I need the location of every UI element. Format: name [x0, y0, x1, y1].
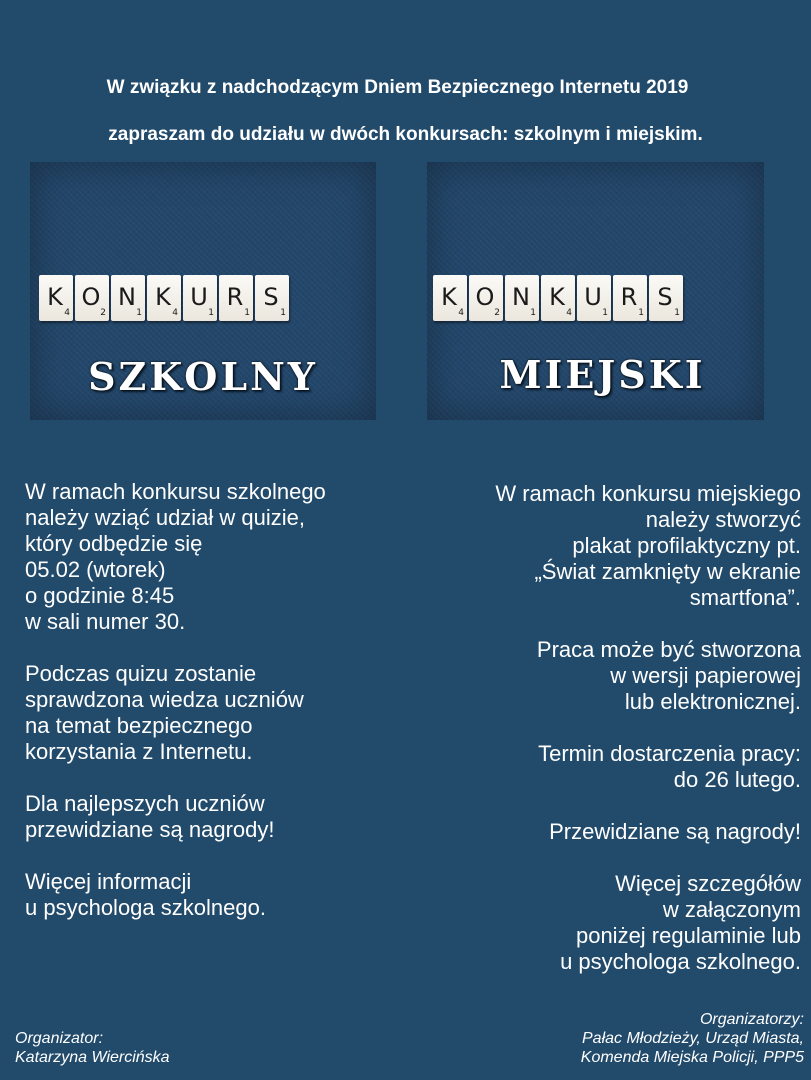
- scrabble-tile: [39, 275, 73, 321]
- scrabble-tiles: [39, 275, 289, 321]
- text-line: u psychologa szkolnego.: [560, 949, 801, 974]
- text-line: Termin dostarczenia pracy:: [538, 741, 801, 766]
- tile-letter: S: [263, 283, 279, 311]
- paragraph: [25, 661, 405, 765]
- text-line: do 26 lutego.: [673, 767, 801, 792]
- text-line: Dla najlepszych uczniów: [25, 791, 265, 816]
- scrabble-tile: [111, 275, 145, 321]
- tile-letter: R: [226, 283, 244, 311]
- header-line-2: zapraszam do udziału w dwóch konkursach: szkolnym i miejskim.: [108, 124, 703, 145]
- tile-score: 1: [136, 308, 142, 318]
- text-line: Organizator:: [15, 1030, 104, 1047]
- organizer-left: [15, 1029, 170, 1067]
- text-line: w wersji papierowej: [610, 663, 801, 688]
- scrabble-tile: [649, 275, 683, 321]
- tile-score: 1: [244, 308, 250, 318]
- text-line: W ramach konkursu miejskiego: [495, 481, 801, 506]
- text-line: Komenda Miejska Policji, PPP5: [580, 1049, 804, 1066]
- text-line: sprawdzona wiedza uczniów: [25, 687, 304, 712]
- tile-score: 1: [530, 308, 536, 318]
- text-line: korzystania z Internetu.: [25, 739, 253, 764]
- organizer-right: [581, 1010, 804, 1067]
- tile-score: 1: [674, 308, 680, 318]
- text-line: Praca może być stworzona: [536, 637, 801, 662]
- tile-score: 2: [494, 308, 500, 318]
- scrabble-tile: [147, 275, 181, 321]
- text-line: „Świat zamknięty w ekranie: [534, 559, 801, 584]
- paragraph: [25, 791, 405, 843]
- tile-letter: K: [155, 283, 171, 311]
- tile-score: 1: [280, 308, 286, 318]
- paragraph: [401, 481, 801, 611]
- text-line: należy stworzyć: [645, 507, 801, 532]
- tile-score: 1: [602, 308, 608, 318]
- text-line: Więcej szczegółów: [615, 871, 801, 896]
- paragraph: [25, 869, 405, 921]
- scrabble-tiles: [433, 275, 683, 321]
- scrabble-tile: [219, 275, 253, 321]
- paragraph: [401, 741, 801, 793]
- paragraph: [401, 819, 801, 845]
- tile-letter: K: [549, 283, 565, 311]
- text-line: Katarzyna Wiercińska: [15, 1049, 170, 1066]
- text-line: w załączonym: [662, 897, 801, 922]
- tile-letter: N: [118, 283, 136, 311]
- text-line: Organizatorzy:: [699, 1011, 804, 1028]
- tile-letter: U: [190, 283, 208, 311]
- tile-score: 4: [64, 308, 70, 318]
- text-line: Więcej informacji: [25, 869, 192, 894]
- text-line: smartfona”.: [689, 585, 801, 610]
- text-line: u psychologa szkolnego.: [25, 895, 266, 920]
- scrabble-tile: [255, 275, 289, 321]
- scrabble-tile: [75, 275, 109, 321]
- tile-score: 4: [566, 308, 572, 318]
- tile-score: 1: [638, 308, 644, 318]
- tile-letter: O: [475, 283, 495, 311]
- text-line: W ramach konkursu szkolnego: [25, 479, 326, 504]
- scrabble-tile: [469, 275, 503, 321]
- text-line: który odbędzie się: [25, 531, 203, 556]
- tile-letter: R: [620, 283, 638, 311]
- text-line: przewidziane są nagrody!: [25, 817, 275, 842]
- scrabble-tile: [577, 275, 611, 321]
- paragraph: [25, 479, 405, 635]
- tile-score: 4: [172, 308, 178, 318]
- photo-konkurs-miejski: [427, 162, 764, 420]
- tile-letter: U: [584, 283, 602, 311]
- text-line: w sali numer 30.: [25, 609, 186, 634]
- tile-score: 4: [458, 308, 464, 318]
- scrabble-tile: [433, 275, 467, 321]
- city-contest-column: [401, 481, 801, 975]
- text-line: lub elektronicznej.: [624, 689, 801, 714]
- paragraph: [401, 637, 801, 715]
- caption-szkolny: SZKOLNY: [88, 354, 318, 399]
- text-line: plakat profilaktyczny pt.: [572, 533, 801, 558]
- school-contest-column: [25, 479, 405, 921]
- paragraph: [401, 871, 801, 975]
- tile-score: 1: [208, 308, 214, 318]
- scrabble-tile: [613, 275, 647, 321]
- text-line: na temat bezpiecznego: [25, 713, 253, 738]
- tile-letter: K: [47, 283, 63, 311]
- text-line: Podczas quizu zostanie: [25, 661, 257, 686]
- text-line: o godzinie 8:45: [25, 583, 175, 608]
- scrabble-tile: [505, 275, 539, 321]
- tile-letter: K: [441, 283, 457, 311]
- scrabble-tile: [541, 275, 575, 321]
- tile-letter: S: [657, 283, 673, 311]
- text-line: należy wziąć udział w quizie,: [25, 505, 306, 530]
- tile-score: 2: [100, 308, 106, 318]
- text-line: poniżej regulaminie lub: [575, 923, 801, 948]
- header-line-1: W związku z nadchodzącym Dniem Bezpiecznego Internetu 2019: [106, 77, 689, 98]
- caption-miejski: MIEJSKI: [499, 352, 706, 397]
- photo-konkurs-szkolny: [30, 162, 376, 420]
- text-line: Pałac Młodzieży, Urząd Miasta,: [582, 1030, 804, 1047]
- tile-letter: O: [81, 283, 101, 311]
- tile-letter: N: [512, 283, 530, 311]
- text-line: Przewidziane są nagrody!: [549, 819, 801, 844]
- scrabble-tile: [183, 275, 217, 321]
- text-line: 05.02 (wtorek): [25, 557, 166, 582]
